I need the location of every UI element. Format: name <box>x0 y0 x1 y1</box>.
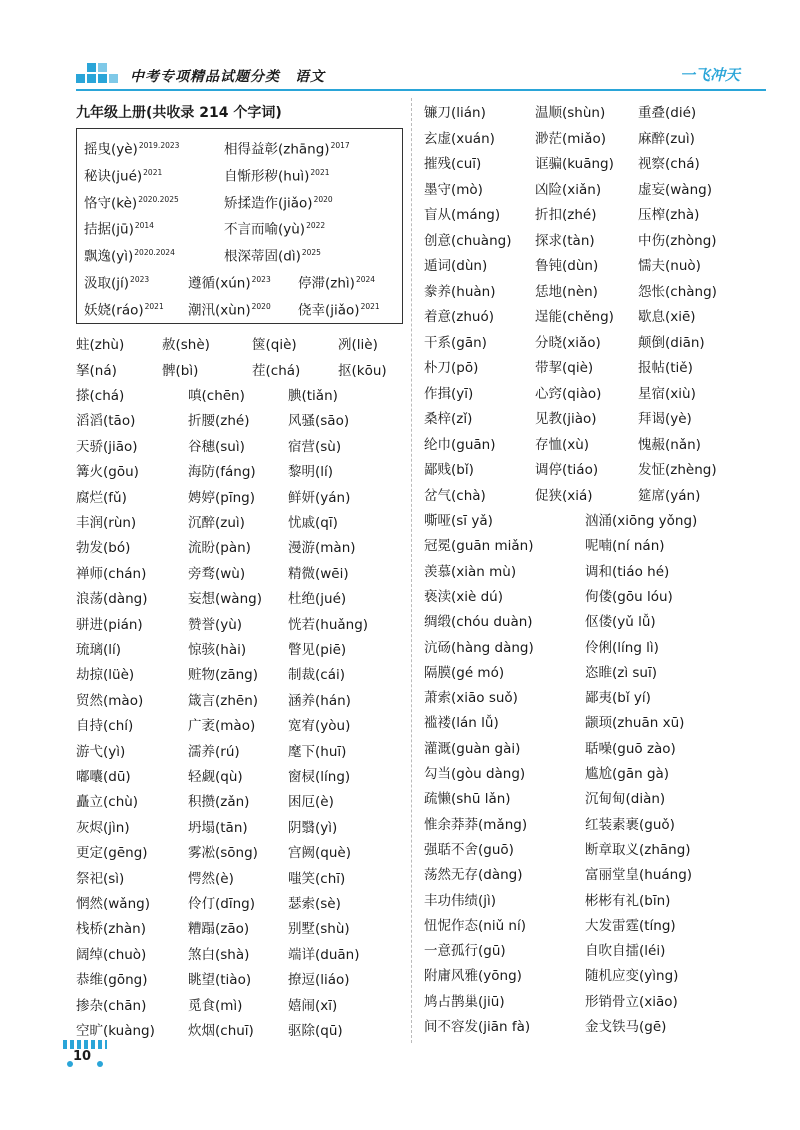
word-entry: 茬(chá) <box>252 362 301 379</box>
word-entry: 探求(tàn) <box>535 232 595 249</box>
word-entry: 矗立(chù) <box>76 794 139 811</box>
word-entry: 恣睢(zì suī) <box>585 664 658 681</box>
exam-word: 妖娆(ráo)$^{2021}$ <box>84 301 164 319</box>
word-entry: 墨守(mò) <box>424 181 483 198</box>
exam-word: 侥幸(jiǎo)$^{2021}$ <box>298 301 380 319</box>
word-entry: 亵渎(xiè dú) <box>424 588 503 605</box>
word-entry: 岔气(chà) <box>424 487 486 504</box>
word-entry: 形销骨立(xiāo) <box>585 993 678 1010</box>
word-entry: 精微(wēi) <box>288 565 349 582</box>
word-entry: 附庸风雅(yōng) <box>424 968 522 985</box>
word-entry: 贸然(mào) <box>76 692 144 709</box>
word-entry: 游弋(yì) <box>76 743 126 760</box>
word-entry: 风骚(sāo) <box>288 413 350 430</box>
brand-logo: 一飞冲天 <box>680 66 741 84</box>
word-entry: 折腰(zhé) <box>188 413 250 430</box>
word-entry: 箧(qiè) <box>252 337 297 353</box>
word-entry: 嬉闹(xī) <box>288 997 338 1014</box>
word-entry: 腐烂(fǔ) <box>76 489 127 506</box>
word-entry: 赃物(zāng) <box>188 667 259 684</box>
section-title: 九年级上册(共收录 214 个字词) <box>76 105 282 121</box>
word-entry: 阔绰(chuò) <box>76 946 147 963</box>
exam-word: 秘诀(jué)$^{2021}$ <box>84 167 163 185</box>
word-entry: 豢养(huàn) <box>424 283 496 300</box>
word-entry: 忧戚(qī) <box>288 515 338 531</box>
word-entry: 恁地(nèn) <box>535 283 598 300</box>
word-entry: 拜谒(yè) <box>638 411 692 427</box>
word-entry: 见教(jiào) <box>535 411 597 427</box>
word-entry: 广袤(mào) <box>188 718 256 735</box>
word-entry: 懦夫(nuò) <box>638 258 701 274</box>
word-entry: 干系(gān) <box>424 334 487 351</box>
word-entry: 劫掠(lüè) <box>76 667 135 684</box>
word-entry: 抠(kōu) <box>338 362 387 379</box>
word-entry: 伶俐(líng lì) <box>585 639 659 656</box>
word-entry: 玄虚(xuán) <box>424 130 495 147</box>
word-entry: 心窍(qiào) <box>535 385 602 402</box>
word-entry: 带挈(qiè) <box>535 360 594 376</box>
word-entry: 渺茫(miǎo) <box>535 130 606 147</box>
word-entry: 摧残(cuī) <box>424 156 482 172</box>
word-entry: 冠冕(guān miǎn) <box>424 538 534 555</box>
word-entry: 空旷(kuàng) <box>76 1023 155 1039</box>
word-entry: 报帖(tiě) <box>638 360 693 376</box>
word-entry: 伶仃(dīng) <box>188 896 255 912</box>
word-entry: 旁骛(wù) <box>188 565 246 582</box>
word-entry: 黎明(lí) <box>288 464 334 481</box>
word-entry: 嗔(chēn) <box>188 388 245 404</box>
word-entry: 间不容发(jiān fà) <box>424 1019 531 1035</box>
word-entry: 端详(duān) <box>288 946 360 963</box>
word-entry: 折扣(zhé) <box>535 207 597 223</box>
word-entry: 撩逗(liáo) <box>288 972 350 989</box>
word-entry: 佝偻(gōu lóu) <box>585 588 673 605</box>
exam-word: 停滞(zhì)$^{2024}$ <box>298 275 376 292</box>
word-entry: 坍塌(tān) <box>188 819 248 836</box>
word-entry: 纶巾(guān) <box>424 436 496 453</box>
exam-word: 不言而喻(yù)$^{2022}$ <box>224 221 326 238</box>
word-entry: 遁词(dùn) <box>424 258 488 274</box>
word-entry: 杜绝(jué) <box>288 591 347 608</box>
word-entry: 觅食(mì) <box>188 997 243 1014</box>
word-entry: 调和(tiáo hé) <box>585 563 670 580</box>
word-entry: 桑梓(zǐ) <box>424 411 473 427</box>
header-title: 中考专项精品试题分类 语文 <box>130 69 325 85</box>
word-entry: 鲜妍(yán) <box>288 489 351 506</box>
word-entry: 窗棂(líng) <box>288 769 351 785</box>
badge-stripes <box>63 1040 107 1049</box>
word-entry: 箴言(zhēn) <box>188 692 259 709</box>
word-entry: 虚妄(wàng) <box>638 181 712 198</box>
page-number-badge <box>63 1040 107 1068</box>
word-entry: 鄙夷(bǐ yí) <box>585 690 651 707</box>
word-entry: 沉醉(zuì) <box>188 515 245 531</box>
word-entry: 嘶哑(sī yǎ) <box>424 513 493 529</box>
word-entry: 腆(tiǎn) <box>288 388 338 404</box>
header-divider <box>76 89 766 91</box>
exam-word: 拮据(jū)$^{2014}$ <box>84 221 154 238</box>
word-entry: 炊烟(chuī) <box>188 1023 254 1039</box>
exam-word: 相得益彰(zhāng)$^{2017}$ <box>224 141 350 158</box>
word-entry: 谷穗(suì) <box>188 438 245 455</box>
word-entry: 拏(ná) <box>76 362 117 379</box>
word-entry: 褴褛(lán lǚ) <box>424 715 499 732</box>
word-entry: 海防(fáng) <box>188 464 256 481</box>
word-entry: 沆砀(hàng dàng) <box>424 639 534 656</box>
word-entry: 汹涌(xiōng yǒng) <box>585 513 698 529</box>
word-entry: 羡慕(xiàn mù) <box>424 563 517 580</box>
word-entry: 煞白(shà) <box>188 946 250 963</box>
word-entry: 宿营(sù) <box>288 438 342 455</box>
word-entry: 筵席(yán) <box>638 487 701 504</box>
exam-word: 根深蒂固(dì)$^{2025}$ <box>224 248 321 265</box>
word-entry: 流盼(pàn) <box>188 540 251 557</box>
page-header <box>0 0 800 100</box>
word-entry: 忸怩作态(niǔ ní) <box>424 917 526 934</box>
exam-word: 摇曳(yè)$^{2019.2023}$ <box>84 141 180 158</box>
word-entry: 彬彬有礼(bīn) <box>585 892 671 909</box>
word-entry: 恍若(huǎng) <box>288 616 369 633</box>
word-entry: 盲从(máng) <box>424 207 501 223</box>
word-entry: 麾下(huī) <box>288 743 347 760</box>
word-entry: 雾凇(sōng) <box>188 845 258 862</box>
word-entry: 温顺(shùn) <box>535 105 606 121</box>
word-entry: 轻觑(qù) <box>188 769 243 785</box>
exam-word: 潮汛(xùn)$^{2020}$ <box>188 301 271 319</box>
word-entry: 镰刀(lián) <box>424 105 486 121</box>
word-entry: 漫游(màn) <box>288 540 356 557</box>
word-entry: 蛀(zhù) <box>76 337 125 353</box>
exam-word: 飘逸(yì)$^{2020.2024}$ <box>84 248 175 265</box>
word-entry: 妄想(wàng) <box>188 591 262 608</box>
word-entry: 大发雷霆(tíng) <box>585 917 676 934</box>
word-entry: 勃发(bó) <box>76 540 131 557</box>
word-entry: 断章取义(zhāng) <box>585 841 691 858</box>
word-entry: 眺望(tiào) <box>188 972 252 989</box>
word-entry: 灌溉(guàn gài) <box>424 740 521 757</box>
word-entry: 隔膜(gé mó) <box>424 664 505 681</box>
exam-word: 自惭形秽(huì)$^{2021}$ <box>224 167 330 185</box>
word-entry: 恭维(gōng) <box>76 972 148 989</box>
word-entry: 调停(tiáo) <box>535 462 599 478</box>
word-entry: 逞能(chěng) <box>535 309 614 325</box>
word-entry: 髀(bì) <box>162 362 199 379</box>
word-entry: 鸠占鹊巢(jiū) <box>424 993 505 1010</box>
word-entry: 伛偻(yǔ lǚ) <box>585 614 656 631</box>
word-entry: 怨怅(chàng) <box>638 283 717 300</box>
word-entry: 困厄(è) <box>288 794 334 811</box>
word-entry: 搽(chá) <box>76 388 125 404</box>
word-entry: 创意(chuàng) <box>424 232 512 249</box>
exam-word: 恪守(kè)$^{2020.2025}$ <box>84 194 179 212</box>
word-entry: 骈进(pián) <box>76 616 143 633</box>
word-entry: 一意孤行(gū) <box>424 943 506 960</box>
word-entry: 重叠(dié) <box>638 105 697 121</box>
word-entry: 呢喃(ní nán) <box>585 538 665 555</box>
word-entry: 掺杂(chān) <box>76 997 147 1014</box>
badge-dot-icon <box>67 1061 73 1067</box>
word-entry: 嗤笑(chī) <box>288 870 346 887</box>
word-entry: 朴刀(pō) <box>424 360 479 376</box>
word-entry: 中伤(zhòng) <box>638 232 717 249</box>
column-divider <box>411 98 413 1043</box>
word-entry: 鲁钝(dùn) <box>535 258 599 274</box>
word-entry: 灰烬(jìn) <box>76 819 130 836</box>
word-entry: 颛顼(zhuān xū) <box>585 715 685 732</box>
word-entry: 别墅(shù) <box>288 921 350 938</box>
word-entry: 视察(chá) <box>638 156 700 172</box>
word-entry: 沉甸甸(diàn) <box>585 791 666 808</box>
word-entry: 疏懒(shū lǎn) <box>424 791 511 808</box>
exam-word: 遵循(xún)$^{2023}$ <box>188 275 271 292</box>
word-entry: 瑟索(sè) <box>288 896 341 912</box>
exam-word: 汲取(jí)$^{2023}$ <box>84 275 150 292</box>
word-entry: 随机应变(yìng) <box>585 968 679 985</box>
page-number: 10 <box>73 1049 92 1064</box>
word-entry: 存恤(xù) <box>535 436 590 453</box>
word-entry: 琉璃(lí) <box>76 642 122 658</box>
word-entry: 冽(liè) <box>338 337 378 353</box>
word-entry: 浪荡(dàng) <box>76 591 148 608</box>
word-entry: 鄙贱(bǐ) <box>424 462 474 478</box>
word-entry: 星宿(xiù) <box>638 385 696 402</box>
word-entry: 尴尬(gān gà) <box>585 766 670 782</box>
word-entry: 天骄(jiāo) <box>76 438 138 455</box>
word-entry: 强聒不舍(guō) <box>424 841 514 858</box>
word-entry: 富丽堂皇(huáng) <box>585 867 693 884</box>
word-entry: 荡然无存(dàng) <box>424 867 523 884</box>
word-entry: 驱除(qū) <box>288 1023 343 1039</box>
word-entry: 嘟囔(dū) <box>76 769 131 785</box>
word-entry: 压榨(zhà) <box>638 207 700 223</box>
word-entry: 诓骗(kuāng) <box>535 156 614 172</box>
word-entry: 惘然(wǎng) <box>76 896 150 912</box>
word-entry: 濡养(rú) <box>188 743 240 760</box>
word-entry: 赦(shè) <box>162 337 210 353</box>
word-entry: 更定(gēng) <box>76 845 148 862</box>
word-entry: 禅师(chán) <box>76 565 147 582</box>
word-entry: 丰功伟绩(jì) <box>424 892 497 909</box>
word-entry: 丰润(rùn) <box>76 515 137 531</box>
word-entry: 宫阙(què) <box>288 845 351 862</box>
word-entry: 涵养(hán) <box>288 692 351 709</box>
word-entry: 颠倒(diān) <box>638 334 705 351</box>
word-entry: 绸缎(chóu duàn) <box>424 614 533 631</box>
word-entry: 制裁(cái) <box>288 667 345 684</box>
word-entry: 积攒(zǎn) <box>188 794 250 811</box>
word-entry: 栈桥(zhàn) <box>76 921 147 938</box>
badge-dot-icon <box>97 1061 103 1067</box>
word-entry: 愧赧(nǎn) <box>638 436 701 453</box>
word-entry: 分晓(xiǎo) <box>535 334 601 351</box>
word-entry: 金戈铁马(gē) <box>585 1019 667 1035</box>
word-entry: 惊骇(hài) <box>188 642 247 658</box>
word-entry: 瞥见(piē) <box>288 642 347 658</box>
exam-word: 矫揉造作(jiǎo)$^{2020}$ <box>224 194 333 212</box>
logo-squares-icon <box>76 56 120 92</box>
word-entry: 作揖(yī) <box>424 385 474 402</box>
word-entry: 宽宥(yòu) <box>288 718 351 735</box>
word-entry: 自持(chí) <box>76 718 134 735</box>
word-entry: 赞誉(yù) <box>188 616 243 633</box>
word-entry: 萧索(xiāo suǒ) <box>424 690 518 707</box>
word-entry: 歇息(xiē) <box>638 309 696 325</box>
word-entry: 自吹自擂(léi) <box>585 943 666 960</box>
word-entry: 红装素裹(guǒ) <box>585 816 675 833</box>
word-entry: 着意(zhuó) <box>424 309 494 325</box>
word-entry: 祭祀(sì) <box>76 870 125 887</box>
word-entry: 麻醉(zuì) <box>638 130 695 147</box>
word-entry: 凶险(xiǎn) <box>535 181 602 198</box>
word-entry: 阴翳(yì) <box>288 819 338 836</box>
word-entry: 聒噪(guō zào) <box>585 740 676 757</box>
word-entry: 促狭(xiá) <box>535 487 593 504</box>
word-entry: 滔滔(tāo) <box>76 413 136 430</box>
word-entry: 发怔(zhèng) <box>638 462 717 478</box>
word-entry: 勾当(gòu dàng) <box>424 766 526 782</box>
word-entry: 愕然(è) <box>188 870 234 887</box>
word-entry: 篝火(gōu) <box>76 464 139 481</box>
word-entry: 惟余莽莽(mǎng) <box>424 816 528 833</box>
word-entry: 娉婷(pīng) <box>188 489 255 506</box>
word-entry: 糟蹋(zāo) <box>188 921 250 938</box>
